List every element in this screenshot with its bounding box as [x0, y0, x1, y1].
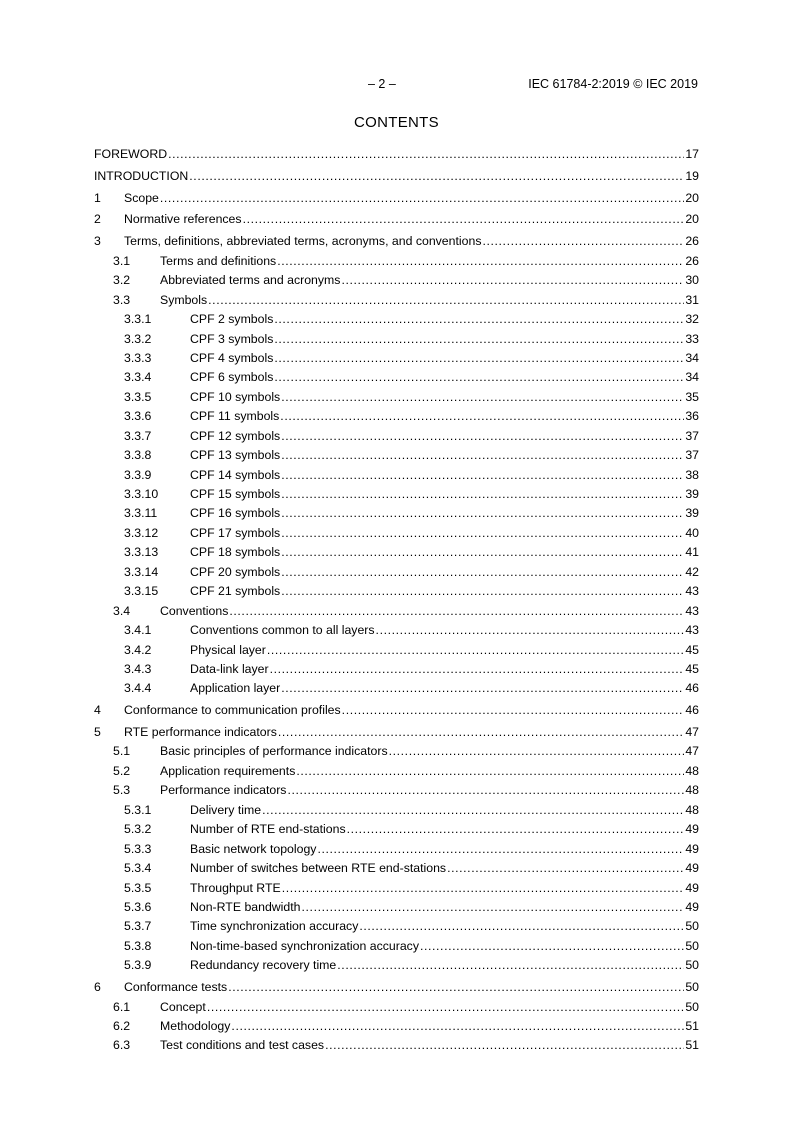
toc-entry-page[interactable]: 20: [685, 212, 699, 227]
toc-entry-line: [190, 563, 699, 582]
toc-entry-line: [190, 504, 699, 523]
toc-entry-page[interactable]: 26: [685, 253, 699, 268]
toc-entry[interactable]: [94, 742, 699, 761]
toc-entry-title[interactable]: CPF 4 symbols: [190, 350, 274, 365]
toc-entry[interactable]: [94, 621, 699, 640]
dot-leader: [281, 524, 684, 543]
toc-entry-line: [190, 660, 699, 679]
dot-leader: [277, 252, 684, 271]
toc-entry-page[interactable]: 51: [685, 1018, 699, 1033]
toc-entry-number: 3.3.3: [124, 350, 152, 365]
toc-entry-line: [124, 189, 699, 208]
toc-entry-number: 3.4.4: [124, 681, 152, 696]
document-id: IEC 61784-2:2019 © IEC 2019: [528, 77, 698, 91]
toc-entry-title[interactable]: Concept: [160, 999, 206, 1014]
toc-entry-page[interactable]: 45: [685, 661, 699, 676]
toc-entry-line: [190, 820, 699, 839]
toc-entry-page[interactable]: 51: [685, 1038, 699, 1053]
toc-entry-title[interactable]: CPF 13 symbols: [190, 448, 281, 463]
dot-leader: [281, 582, 684, 601]
toc-entry-page[interactable]: 34: [685, 370, 699, 385]
toc-entry-number: 3: [94, 234, 101, 249]
page-header: [0, 77, 793, 93]
dot-leader: [281, 466, 684, 485]
toc-entry[interactable]: [94, 978, 699, 997]
dot-leader: [282, 879, 685, 898]
dot-leader: [281, 679, 684, 698]
toc-entry-title[interactable]: Methodology: [160, 1018, 231, 1033]
toc-entry-page[interactable]: 50: [685, 938, 699, 953]
dot-leader: [317, 840, 684, 859]
toc-entry[interactable]: [94, 602, 699, 621]
toc-entry-page[interactable]: 49: [685, 899, 699, 914]
toc-entry-number: 3.4.2: [124, 642, 152, 657]
toc-entry-page[interactable]: 50: [685, 919, 699, 934]
toc-entry[interactable]: [94, 485, 699, 504]
dot-leader: [342, 701, 685, 720]
toc-entry-line: [190, 840, 699, 859]
dot-leader: [207, 998, 685, 1017]
dot-leader: [189, 167, 684, 186]
toc-entry-page[interactable]: 33: [685, 331, 699, 346]
dot-leader: [359, 917, 684, 936]
toc-entry-number: 3.3.2: [124, 331, 152, 346]
toc-entry-title[interactable]: Terms and definitions: [160, 253, 277, 268]
toc-entry-line: [124, 701, 699, 720]
dot-leader: [270, 660, 685, 679]
toc-entry-title[interactable]: Basic principles of performance indicators: [160, 744, 388, 759]
toc-entry-number: 3.3.7: [124, 428, 152, 443]
toc-entry-line: [190, 446, 699, 465]
toc-entry[interactable]: [94, 660, 699, 679]
toc-entry-number: 5.3.3: [124, 841, 152, 856]
toc-entry-page[interactable]: 47: [685, 725, 699, 740]
toc-entry-page[interactable]: 49: [685, 841, 699, 856]
toc-entry[interactable]: [94, 762, 699, 781]
dot-leader: [287, 781, 684, 800]
toc-entry-number: 4: [94, 703, 101, 718]
dot-leader: [347, 820, 685, 839]
toc-entry-line: [190, 801, 699, 820]
toc-entry-line: [160, 602, 699, 621]
toc-entry[interactable]: [94, 956, 699, 975]
toc-entry-number: 3.3.12: [124, 525, 159, 540]
dot-leader: [302, 898, 685, 917]
toc-entry[interactable]: [94, 466, 699, 485]
toc-entry-line: [190, 641, 699, 660]
toc-entry-title[interactable]: INTRODUCTION: [94, 168, 189, 183]
toc-entry-line: [190, 407, 699, 426]
table-of-contents: [94, 145, 699, 1056]
toc-entry[interactable]: [94, 407, 699, 426]
toc-entry[interactable]: [94, 271, 699, 290]
toc-entry-title[interactable]: Conformance tests: [124, 980, 228, 995]
toc-entry-line: [160, 742, 699, 761]
toc-entry-number: 6: [94, 980, 101, 995]
toc-entry[interactable]: [94, 368, 699, 387]
toc-entry-number: 2: [94, 212, 101, 227]
toc-entry-page[interactable]: 41: [685, 545, 699, 560]
toc-entry-line: [160, 762, 699, 781]
toc-entry-line: [190, 937, 699, 956]
toc-entry-line: [190, 524, 699, 543]
toc-entry-line: [190, 582, 699, 601]
toc-entry-title[interactable]: Abbreviated terms and acronyms: [160, 273, 341, 288]
page-title: CONTENTS: [354, 114, 439, 131]
dot-leader: [420, 937, 684, 956]
toc-entry-line: [190, 879, 699, 898]
toc-entry[interactable]: [94, 446, 699, 465]
toc-entry-number: 3.3.4: [124, 370, 152, 385]
toc-entry-title[interactable]: CPF 21 symbols: [190, 584, 281, 599]
toc-entry-title[interactable]: CPF 15 symbols: [190, 487, 281, 501]
toc-entry-title[interactable]: Application layer: [190, 681, 281, 696]
dot-leader: [281, 543, 684, 562]
toc-entry-page[interactable]: 47: [685, 744, 699, 759]
toc-entry-title[interactable]: CPF 17 symbols: [190, 525, 281, 540]
toc-entry-page[interactable]: 39: [685, 506, 699, 521]
toc-entry-number: 3.3.5: [124, 389, 152, 404]
toc-entry[interactable]: [94, 427, 699, 446]
toc-entry-line: [160, 998, 699, 1017]
toc-entry-line: [160, 1036, 699, 1055]
toc-entry[interactable]: [94, 998, 699, 1017]
toc-entry-line: [190, 898, 699, 917]
dot-leader: [281, 427, 684, 446]
toc-entry-page[interactable]: 40: [685, 525, 699, 540]
toc-entry-number: 5.3.5: [124, 880, 152, 895]
toc-entry[interactable]: [94, 859, 699, 878]
toc-entry-page[interactable]: 37: [685, 448, 699, 463]
toc-entry-number: 5.3.6: [124, 899, 152, 914]
toc-entry-title[interactable]: Symbols: [160, 292, 208, 307]
dot-leader: [274, 368, 684, 387]
toc-entry-number: 5: [94, 725, 101, 740]
toc-entry[interactable]: [94, 679, 699, 698]
toc-entry-line: [124, 723, 699, 742]
toc-entry-title[interactable]: CPF 12 symbols: [190, 428, 281, 443]
dot-leader: [160, 189, 684, 208]
dot-leader: [281, 388, 684, 407]
toc-entry-line: [190, 543, 699, 562]
toc-entry-line: [124, 210, 699, 229]
toc-entry-number: 5.1: [113, 744, 131, 759]
toc-entry-title[interactable]: Scope: [124, 190, 159, 205]
toc-entry-line: [190, 388, 699, 407]
toc-entry-title[interactable]: Redundancy recovery time: [190, 958, 337, 973]
toc-entry-page[interactable]: 30: [685, 273, 699, 288]
toc-entry[interactable]: [94, 167, 699, 186]
toc-entry-line: [160, 291, 699, 310]
toc-entry-page[interactable]: 26: [685, 234, 699, 249]
dot-leader: [376, 621, 685, 640]
toc-entry[interactable]: [94, 232, 699, 251]
toc-entry-title[interactable]: Application requirements: [160, 763, 296, 778]
toc-entry-page[interactable]: 38: [685, 467, 699, 482]
toc-entry[interactable]: [94, 582, 699, 601]
toc-entry-page[interactable]: 46: [685, 681, 699, 696]
toc-entry-line: [190, 427, 699, 446]
toc-entry[interactable]: [94, 1036, 699, 1055]
toc-entry-number: 3.3.9: [124, 467, 152, 482]
toc-entry-line: [94, 145, 699, 164]
dot-leader: [267, 641, 684, 660]
toc-entry-page[interactable]: 36: [685, 409, 699, 424]
toc-entry-line: [190, 956, 699, 975]
toc-entry-page[interactable]: 35: [685, 389, 699, 404]
toc-entry-title[interactable]: Throughput RTE: [190, 880, 281, 895]
toc-entry[interactable]: [94, 330, 699, 349]
toc-entry-page[interactable]: 32: [685, 312, 699, 327]
toc-entry-page[interactable]: 42: [685, 564, 699, 579]
toc-entry-line: [160, 1017, 699, 1036]
toc-entry-line: [190, 310, 699, 329]
page-number: – 2 –: [368, 77, 396, 91]
toc-entry-title[interactable]: CPF 18 symbols: [190, 545, 281, 560]
toc-entry[interactable]: [94, 1017, 699, 1036]
dot-leader: [231, 1017, 684, 1036]
toc-entry-title[interactable]: Test conditions and test cases: [160, 1038, 325, 1053]
toc-entry-title[interactable]: Basic network topology: [190, 841, 317, 856]
toc-entry[interactable]: [94, 145, 699, 164]
toc-entry-page[interactable]: 50: [685, 980, 699, 995]
toc-entry-page[interactable]: 46: [685, 703, 699, 718]
dot-leader: [280, 407, 684, 426]
toc-entry-number: 1: [94, 190, 101, 205]
toc-entry-page[interactable]: 49: [685, 822, 699, 837]
toc-entry-page[interactable]: 48: [685, 763, 699, 778]
toc-entry-page[interactable]: 19: [685, 168, 699, 183]
toc-entry-title[interactable]: Physical layer: [190, 642, 266, 657]
toc-entry[interactable]: [94, 801, 699, 820]
dot-leader: [281, 504, 684, 523]
toc-entry-number: 6.2: [113, 1018, 131, 1033]
toc-entry-number: 5.3.1: [124, 802, 152, 817]
toc-entry-page[interactable]: 34: [685, 350, 699, 365]
dot-leader: [281, 485, 684, 504]
toc-entry-page[interactable]: 48: [685, 783, 699, 798]
dot-leader: [274, 330, 684, 349]
toc-entry-title[interactable]: Non-RTE bandwidth: [190, 899, 301, 914]
dot-leader: [389, 742, 685, 761]
toc-entry-page[interactable]: 20: [685, 190, 699, 205]
toc-entry[interactable]: [94, 781, 699, 800]
toc-entry-line: [124, 232, 699, 251]
toc-entry-title[interactable]: CPF 2 symbols: [190, 312, 274, 327]
toc-entry-line: [94, 167, 699, 186]
dot-leader: [281, 446, 684, 465]
toc-entry-title[interactable]: RTE performance indicators: [124, 725, 277, 740]
toc-entry-page[interactable]: 49: [685, 880, 699, 895]
toc-entry-line: [190, 349, 699, 368]
toc-entry-number: 3.3.8: [124, 448, 152, 463]
toc-entry-title[interactable]: Conventions: [160, 603, 229, 618]
toc-entry-number: 6.1: [113, 999, 131, 1014]
toc-entry-title[interactable]: FOREWORD: [94, 147, 168, 161]
toc-entry-line: [160, 252, 699, 271]
dot-leader: [325, 1036, 684, 1055]
toc-entry-title[interactable]: CPF 11 symbols: [190, 409, 280, 424]
dot-leader: [168, 145, 684, 164]
toc-entry-number: 3.3.6: [124, 409, 152, 424]
toc-entry-number: 5.3.8: [124, 938, 152, 953]
toc-entry[interactable]: [94, 524, 699, 543]
toc-entry-line: [190, 485, 699, 504]
dot-leader: [208, 291, 684, 310]
toc-entry-title[interactable]: Performance indicators: [160, 783, 287, 798]
toc-entry[interactable]: [94, 641, 699, 660]
toc-entry-number: 5.2: [113, 763, 131, 778]
toc-entry-title[interactable]: Number of switches between RTE end-stations: [190, 861, 447, 876]
toc-entry[interactable]: [94, 504, 699, 523]
toc-entry[interactable]: [94, 937, 699, 956]
toc-entry-number: 3.3.11: [124, 506, 158, 521]
toc-entry-line: [190, 917, 699, 936]
dot-leader: [341, 271, 684, 290]
toc-entry-line: [190, 859, 699, 878]
dot-leader: [274, 349, 684, 368]
dot-leader: [228, 978, 684, 997]
toc-entry-page[interactable]: 50: [685, 999, 699, 1014]
dot-leader: [243, 210, 685, 229]
toc-entry-page[interactable]: 49: [685, 861, 699, 876]
toc-entry-title[interactable]: Data-link layer: [190, 661, 269, 676]
dot-leader: [281, 563, 684, 582]
toc-entry[interactable]: [94, 563, 699, 582]
toc-entry[interactable]: [94, 701, 699, 720]
toc-entry-page[interactable]: 43: [685, 623, 699, 638]
toc-entry-number: 3.1: [113, 253, 131, 268]
toc-entry-line: [190, 621, 699, 640]
toc-entry[interactable]: [94, 210, 699, 229]
dot-leader: [337, 956, 684, 975]
toc-entry[interactable]: [94, 840, 699, 859]
toc-entry-title[interactable]: Normative references: [124, 212, 242, 227]
toc-entry[interactable]: [94, 252, 699, 271]
toc-entry-page[interactable]: 17: [685, 147, 699, 161]
toc-entry-line: [190, 330, 699, 349]
toc-entry-line: [190, 679, 699, 698]
toc-entry-title[interactable]: Number of RTE end-stations: [190, 822, 346, 837]
toc-entry-number: 3.3.14: [124, 564, 159, 579]
toc-entry-number: 6.3: [113, 1038, 131, 1053]
toc-entry-page[interactable]: 45: [685, 642, 699, 657]
toc-entry-number: 3.3.1: [124, 312, 152, 327]
toc-entry-line: [160, 781, 699, 800]
toc-entry[interactable]: [94, 189, 699, 208]
toc-entry[interactable]: [94, 310, 699, 329]
toc-entry-number: 3.4: [113, 603, 131, 618]
toc-entry-number: 5.3.7: [124, 919, 152, 934]
toc-entry-page[interactable]: 37: [685, 428, 699, 443]
dot-leader: [229, 602, 684, 621]
toc-entry-title[interactable]: Non-time-based synchronization accuracy: [190, 938, 419, 953]
toc-entry-page[interactable]: 31: [685, 292, 699, 307]
toc-entry-page[interactable]: 43: [685, 603, 699, 618]
toc-entry[interactable]: [94, 917, 699, 936]
toc-entry[interactable]: [94, 388, 699, 407]
toc-entry-page[interactable]: 48: [685, 802, 699, 817]
toc-entry-line: [190, 466, 699, 485]
dot-leader: [447, 859, 684, 878]
toc-entry-number: 5.3.9: [124, 958, 152, 973]
toc-entry[interactable]: [94, 820, 699, 839]
toc-entry-number: 3.3.15: [124, 584, 159, 599]
toc-entry-number: 5.3.4: [124, 861, 152, 876]
toc-entry-title[interactable]: CPF 3 symbols: [190, 331, 274, 346]
toc-entry-number: 3.3: [113, 292, 131, 307]
dot-leader: [482, 232, 684, 251]
toc-entry[interactable]: [94, 543, 699, 562]
toc-entry-line: [190, 368, 699, 387]
toc-entry-number: 3.2: [113, 273, 131, 288]
toc-entry-page[interactable]: 50: [685, 958, 699, 973]
dot-leader: [296, 762, 684, 781]
toc-entry[interactable]: [94, 349, 699, 368]
toc-entry-title[interactable]: Terms, definitions, abbreviated terms, acronyms, and conventions: [124, 234, 482, 249]
toc-entry-title[interactable]: CPF 14 symbols: [190, 467, 281, 482]
toc-entry[interactable]: [94, 723, 699, 742]
toc-entry-line: [160, 271, 699, 290]
toc-entry[interactable]: [94, 879, 699, 898]
dot-leader: [274, 310, 684, 329]
dot-leader: [278, 723, 684, 742]
toc-entry-number: 5.3: [113, 783, 131, 798]
toc-entry-title[interactable]: CPF 6 symbols: [190, 370, 274, 385]
toc-entry-title[interactable]: Delivery time: [190, 802, 262, 817]
toc-entry-title[interactable]: Conventions common to all layers: [190, 623, 375, 638]
toc-entry-number: 3.3.13: [124, 545, 159, 560]
toc-entry-page[interactable]: 43: [685, 584, 699, 599]
dot-leader: [262, 801, 684, 820]
toc-entry-number: 3.3.10: [124, 487, 159, 501]
toc-entry[interactable]: [94, 291, 699, 310]
toc-entry-title[interactable]: Conformance to communication profiles: [124, 703, 341, 718]
toc-entry[interactable]: [94, 898, 699, 917]
toc-entry-title[interactable]: CPF 20 symbols: [190, 564, 281, 579]
toc-entry-line: [124, 978, 699, 997]
toc-entry-title[interactable]: Time synchronization accuracy: [190, 919, 359, 934]
toc-entry-title[interactable]: CPF 16 symbols: [190, 506, 281, 521]
toc-entry-page[interactable]: 39: [685, 487, 699, 501]
toc-entry-number: 3.4.1: [124, 623, 152, 638]
toc-entry-number: 5.3.2: [124, 822, 152, 837]
toc-entry-number: 3.4.3: [124, 661, 152, 676]
toc-entry-title[interactable]: CPF 10 symbols: [190, 389, 281, 404]
